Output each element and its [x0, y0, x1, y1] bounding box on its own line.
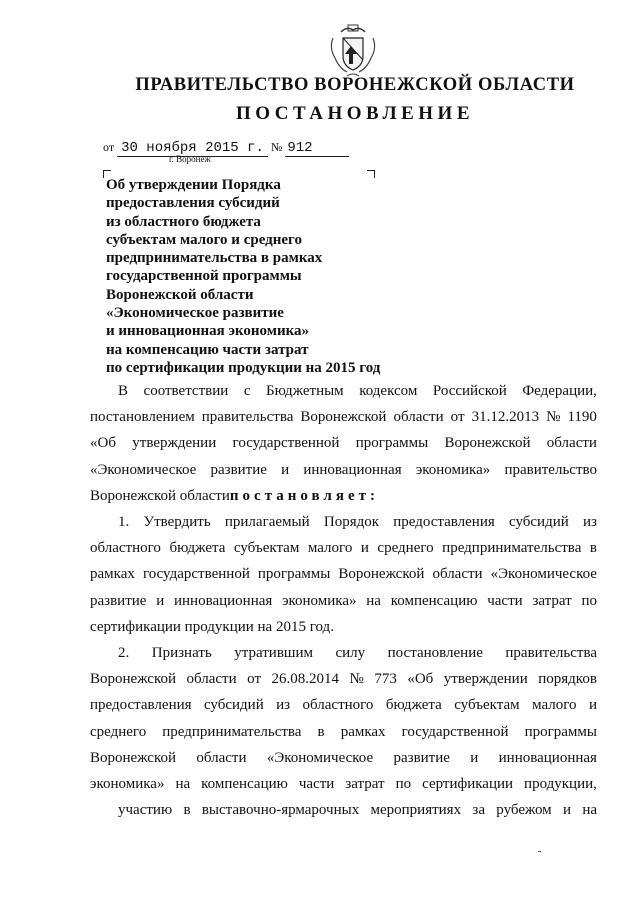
word: субсидий	[508, 514, 569, 531]
government-heading: ПРАВИТЕЛЬСТВО ВОРОНЕЖСКОЙ ОБЛАСТИ	[135, 75, 575, 95]
title-line: государственной программы	[106, 268, 302, 285]
title-line: субъектам малого и среднего	[106, 231, 302, 248]
date-number-line	[103, 140, 349, 157]
word: в	[589, 540, 597, 557]
word: 1190	[567, 409, 597, 426]
word: выставочно-ярмарочных	[201, 802, 360, 819]
word: области	[196, 749, 247, 766]
body-line	[90, 745, 597, 771]
word: и	[360, 540, 369, 557]
word: 1.	[118, 514, 130, 531]
word: развитие	[90, 592, 147, 609]
body-text: Воронежской области	[90, 487, 230, 504]
body-line	[90, 692, 597, 718]
scan-mark	[538, 851, 541, 852]
document-number: 912	[285, 140, 349, 157]
word: Воронежской	[338, 566, 425, 583]
word: на	[366, 592, 381, 609]
word: инновационная	[174, 592, 273, 609]
word: Порядок	[323, 514, 380, 531]
word: субъектам	[454, 697, 520, 714]
word: «Об	[90, 435, 116, 452]
title-line: Об утверждении Порядка	[106, 177, 281, 193]
word: областного	[302, 697, 374, 714]
title-line: Воронежской области	[106, 286, 254, 303]
word: В	[118, 383, 129, 399]
word: и	[281, 461, 290, 478]
word: Воронежской	[90, 749, 176, 766]
document-type-heading: ПОСТАНОВЛЕНИЕ	[235, 103, 475, 124]
word: государственной	[232, 435, 340, 452]
word: порядков	[538, 671, 597, 688]
body-line	[90, 535, 597, 561]
document-body	[90, 378, 597, 823]
coat-of-arms-emblem	[327, 24, 379, 80]
word: программы	[524, 723, 597, 740]
word: области	[432, 566, 483, 583]
word: прилагаемый	[224, 514, 310, 531]
word: правительство	[504, 461, 597, 478]
number-sign: №	[270, 140, 283, 154]
word: Федерации,	[522, 383, 597, 399]
word: инновационная	[498, 749, 597, 766]
word: компенсацию	[390, 592, 478, 609]
body-line	[90, 719, 597, 745]
word: на	[175, 776, 191, 793]
word: и	[562, 802, 572, 819]
word: затрат	[345, 776, 385, 793]
word: из	[276, 697, 291, 714]
word: затрат	[532, 592, 572, 609]
word: постановлением	[90, 409, 195, 426]
body-line: сертификации продукции на 2015 год.	[90, 618, 334, 635]
word: областного	[90, 540, 161, 557]
body-line	[90, 561, 597, 587]
word: среднего	[90, 723, 147, 740]
word: рамках	[90, 566, 135, 583]
word: и	[588, 697, 597, 714]
title-line: «Экономическое развитие	[106, 305, 284, 322]
word: предпринимательства	[442, 540, 582, 557]
word: и	[156, 592, 165, 609]
word: 31.12.2013	[471, 409, 540, 426]
word: за	[472, 802, 485, 819]
word: по	[395, 776, 412, 793]
document-date: 30 ноября 2015 г.	[117, 140, 268, 157]
word: 2.	[118, 645, 130, 662]
word: Бюджетным	[266, 383, 344, 399]
word: экономика»	[415, 461, 491, 478]
word: участию	[118, 802, 173, 819]
title-line: предпринимательства в рамках	[106, 250, 323, 267]
body-line	[90, 378, 597, 404]
word: части	[487, 592, 523, 609]
word: малого	[307, 540, 353, 557]
word: экономика»	[282, 592, 357, 609]
word: №	[546, 409, 561, 426]
title-line: и инновационная экономика»	[106, 323, 310, 340]
body-line	[90, 509, 597, 535]
word: бюджета	[385, 697, 442, 714]
word: утверждении	[132, 435, 217, 452]
word: Воронежской	[90, 671, 176, 688]
word: субсидий	[203, 697, 264, 714]
word: от	[450, 409, 465, 426]
word: субъектам	[233, 540, 300, 557]
resolves-word: постановляет:	[229, 487, 379, 504]
word: 773	[374, 671, 397, 688]
word: сертификации	[422, 776, 514, 793]
word: бюджета	[169, 540, 226, 557]
word: соответствии	[143, 383, 229, 399]
title-line: по сертификации продукции на 2015 год	[106, 359, 381, 376]
word: программы	[257, 566, 331, 583]
word: Воронежской	[300, 409, 387, 426]
body-line	[90, 771, 597, 797]
word: государственной	[142, 566, 250, 583]
word: №	[349, 671, 364, 688]
word: развитие	[210, 461, 267, 478]
word: мероприятиях	[370, 802, 462, 819]
word: и	[470, 749, 479, 766]
word: рубежом	[496, 802, 552, 819]
word: продукции,	[524, 776, 597, 793]
word: с	[243, 383, 251, 399]
word: предоставления	[393, 514, 495, 531]
body-line	[90, 797, 597, 823]
body-line-resolves	[90, 483, 597, 509]
body-line	[90, 404, 597, 430]
word: «Экономическое	[90, 461, 197, 478]
word: предоставления	[90, 697, 192, 714]
word: правительства	[201, 409, 294, 426]
word: «Экономическое	[266, 749, 374, 766]
word: развитие	[393, 749, 450, 766]
word: среднего	[377, 540, 434, 557]
body-line	[90, 457, 597, 483]
word: области	[393, 409, 444, 426]
word: правительства	[505, 645, 597, 662]
word: кодексом	[359, 383, 418, 399]
word: постановление	[387, 645, 483, 662]
word: на	[582, 802, 597, 819]
body-line	[90, 430, 597, 456]
body-line	[90, 666, 597, 692]
document-title	[106, 176, 380, 377]
word: Утвердить	[143, 514, 211, 531]
word: от	[247, 671, 262, 688]
word: «Об	[407, 671, 434, 688]
title-line: предоставления субсидий	[106, 195, 280, 212]
word: предпринимательства	[162, 723, 302, 740]
body-line	[90, 640, 597, 666]
word: утверждении	[443, 671, 528, 688]
word: экономика»	[90, 776, 165, 793]
word: из	[582, 514, 597, 531]
word: «Экономическое	[490, 566, 597, 583]
body-line	[90, 588, 597, 614]
word: по	[581, 592, 597, 609]
title-line: из областного бюджета	[106, 213, 261, 230]
word: инновационная	[303, 461, 402, 478]
word: малого	[532, 697, 577, 714]
word: Воронежской	[444, 435, 531, 452]
word: области	[546, 435, 597, 452]
word: силу	[335, 645, 366, 662]
word: в	[317, 723, 325, 740]
word: государственной	[401, 723, 509, 740]
word: в	[183, 802, 191, 819]
title-line: на компенсацию части затрат	[106, 341, 309, 358]
word: Российской	[432, 383, 507, 399]
word: программы	[355, 435, 429, 452]
city-label: г. Воронеж	[169, 154, 211, 164]
word: компенсацию	[201, 776, 288, 793]
word: утратившим	[234, 645, 313, 662]
word: рамках	[340, 723, 386, 740]
word: 26.08.2014	[271, 671, 340, 688]
word: части	[298, 776, 335, 793]
word: области	[186, 671, 237, 688]
word: Признать	[151, 645, 212, 662]
date-prefix: от	[103, 140, 115, 154]
